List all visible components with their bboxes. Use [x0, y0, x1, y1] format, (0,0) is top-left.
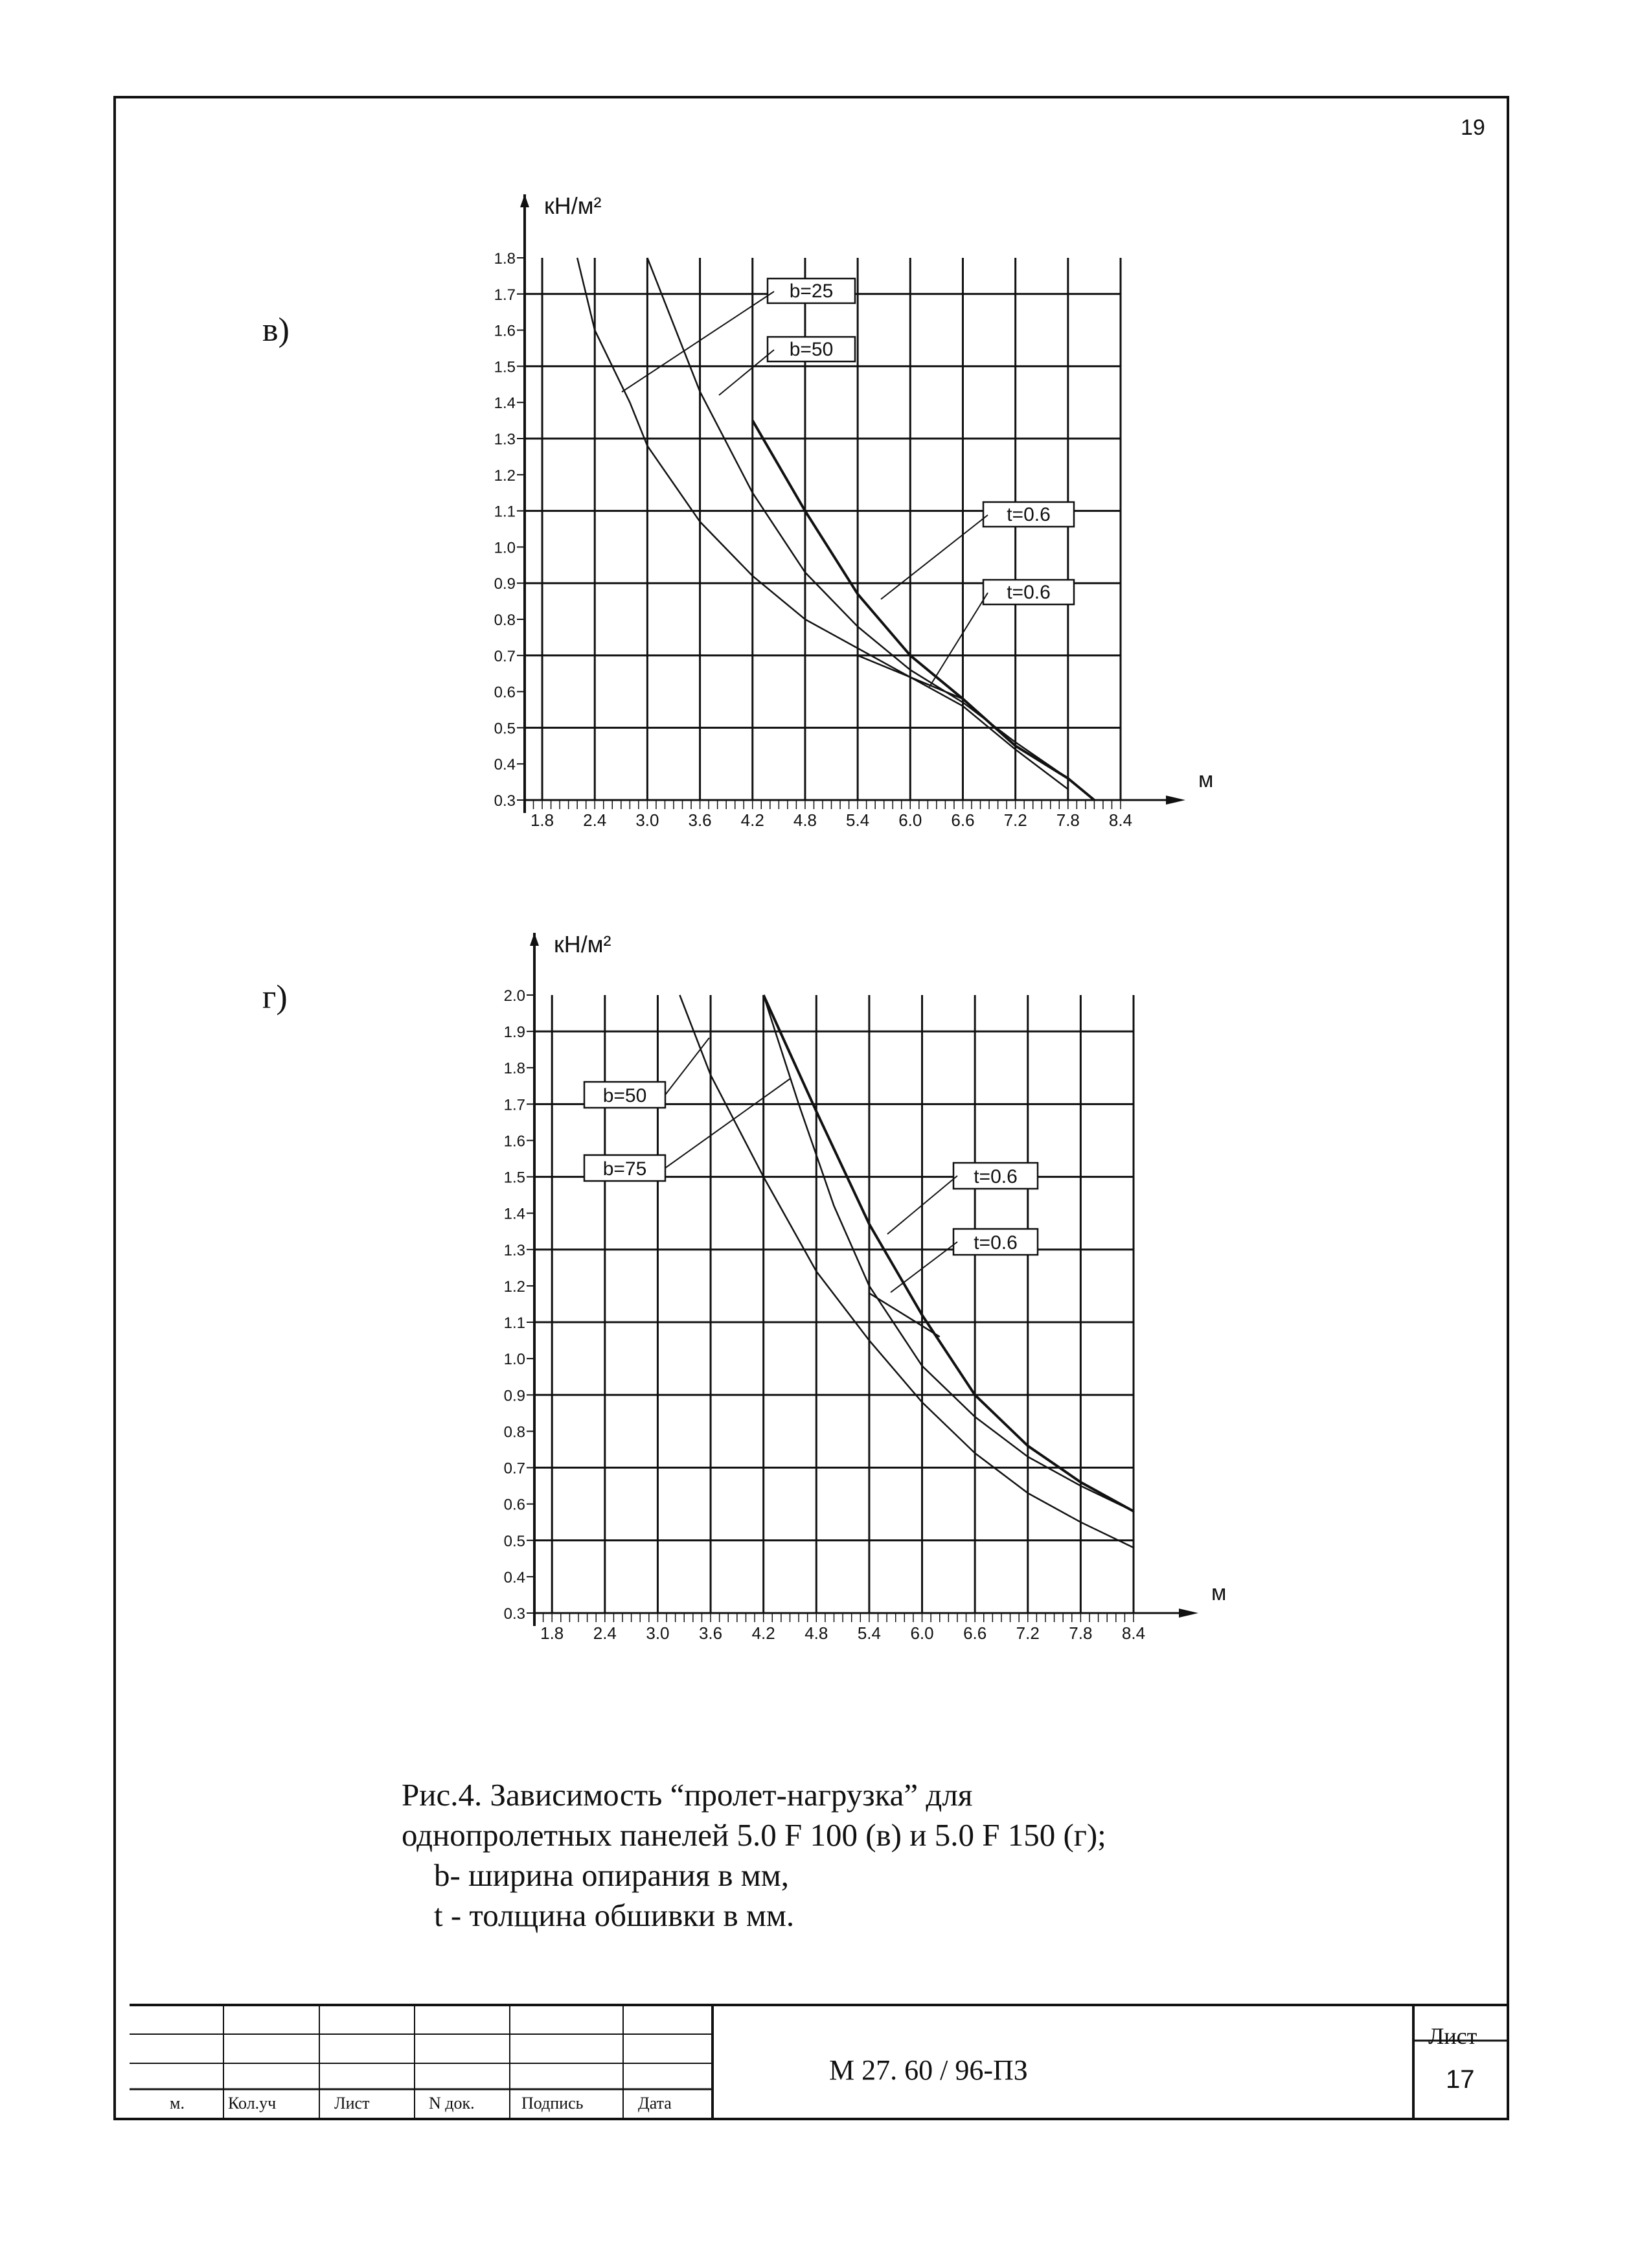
sheet-number: 17	[1446, 2065, 1475, 2094]
x-tick-label: 3.6	[688, 810, 712, 830]
y-tick-label: 1.1	[494, 503, 516, 521]
y-tick-label: 1.1	[503, 1314, 525, 1333]
annotation-label: b=50	[789, 339, 834, 360]
y-tick-label: 1.3	[494, 431, 516, 448]
y-tick-label: 1.8	[503, 1060, 525, 1078]
y-tick-label: 1.4	[503, 1205, 525, 1223]
annotation-label: t=0.6	[1007, 582, 1051, 603]
y-tick-label: 1.2	[503, 1277, 525, 1296]
y-tick-label: 0.4	[494, 756, 516, 774]
document-code: М 27. 60 / 96-ПЗ	[829, 2054, 1028, 2086]
y-tick-label: 0.6	[494, 683, 516, 702]
caption-line-1: Рис.4. Зависимость “пролет-нагрузка” для	[402, 1777, 973, 1813]
x-tick-label: 6.6	[963, 1623, 987, 1643]
stamp-col-podpis: Подпись	[521, 2094, 584, 2113]
annotation-label: b=50	[602, 1085, 647, 1106]
y-tick-label: 0.5	[494, 720, 516, 738]
y-tick-label: 0.7	[494, 647, 516, 665]
y-tick-label: 1.4	[494, 395, 516, 413]
annotation-label: b=75	[602, 1158, 647, 1180]
x-tick-label: 3.0	[635, 810, 659, 830]
y-tick-label: 1.2	[494, 466, 516, 485]
y-tick-label: 1.8	[494, 250, 516, 268]
x-tick-label: 8.4	[1108, 810, 1133, 830]
x-tick-label: 3.6	[698, 1623, 723, 1643]
x-tick-label: 1.8	[540, 1623, 564, 1643]
y-tick-label: 0.3	[503, 1605, 525, 1623]
x-tick-label: 7.2	[1003, 810, 1027, 830]
y-tick-label: 1.7	[503, 1096, 525, 1114]
stamp-col-data: Дата	[638, 2094, 672, 2113]
y-axis-label: кН/м²	[544, 192, 602, 219]
x-tick-label: 7.2	[1016, 1623, 1040, 1643]
y-tick-label: 0.6	[503, 1496, 525, 1514]
x-tick-label: 2.4	[593, 1623, 617, 1643]
x-tick-label: 7.8	[1069, 1623, 1093, 1643]
y-tick-label: 1.9	[503, 1024, 525, 1042]
y-tick-label: 0.4	[503, 1568, 525, 1586]
sheet-label: Лист	[1428, 2023, 1477, 2049]
x-axis-label: м	[1211, 1581, 1227, 1605]
y-axis-label: кН/м²	[554, 931, 611, 957]
x-tick-label: 8.4	[1121, 1623, 1146, 1643]
panel-label-v: в)	[262, 312, 290, 349]
y-tick-label: 0.5	[503, 1532, 525, 1550]
x-tick-label: 4.8	[793, 810, 817, 830]
x-tick-label: 4.2	[740, 810, 764, 830]
y-tick-label: 1.6	[503, 1132, 525, 1151]
x-tick-label: 6.0	[910, 1623, 934, 1643]
y-tick-label: 0.3	[494, 792, 516, 810]
caption-line-2: однопролетных панелей 5.0 F 100 (в) и 5.0 F 150 (г);	[402, 1817, 1106, 1853]
annotation-label: t=0.6	[974, 1166, 1018, 1187]
caption-line-3: b- ширина опирания в мм,	[434, 1857, 790, 1893]
annotation-label: t=0.6	[1007, 504, 1051, 525]
x-tick-label: 3.0	[646, 1623, 670, 1643]
x-tick-label: 5.4	[846, 810, 870, 830]
y-tick-label: 1.0	[494, 539, 516, 557]
y-tick-label: 1.3	[503, 1241, 525, 1259]
page-number: 19	[1461, 115, 1485, 140]
y-tick-label: 1.5	[503, 1169, 525, 1187]
stamp-col-kol-uch: Кол.уч	[228, 2094, 277, 2113]
stamp-col-list: Лист	[334, 2094, 370, 2113]
y-tick-label: 1.5	[494, 358, 516, 376]
y-tick-label: 0.8	[503, 1423, 525, 1441]
y-tick-label: 0.8	[494, 612, 516, 629]
y-tick-label: 1.0	[503, 1351, 525, 1369]
x-tick-label: 6.0	[898, 810, 922, 830]
y-tick-label: 0.7	[503, 1460, 525, 1478]
x-tick-label: 4.8	[804, 1623, 828, 1643]
x-tick-label: 7.8	[1056, 810, 1080, 830]
y-tick-label: 0.9	[503, 1387, 525, 1405]
panel-label-g: г)	[262, 979, 288, 1016]
x-tick-label: 5.4	[857, 1623, 881, 1643]
x-tick-label: 4.2	[751, 1623, 775, 1643]
annotation-label: b=25	[789, 281, 834, 302]
y-tick-label: 2.0	[503, 987, 525, 1005]
x-tick-label: 6.6	[951, 810, 975, 830]
caption-line-4: t - толщина обшивки в мм.	[434, 1897, 795, 1933]
y-tick-label: 0.9	[494, 575, 516, 593]
x-tick-label: 2.4	[583, 810, 607, 830]
annotation-label: t=0.6	[974, 1232, 1018, 1254]
y-tick-label: 1.7	[494, 286, 516, 304]
x-tick-label: 1.8	[530, 810, 554, 830]
y-tick-label: 1.6	[494, 322, 516, 340]
x-axis-label: м	[1198, 768, 1214, 792]
stamp-col-n-dok: N док.	[429, 2094, 475, 2113]
stamp-col-izm: м.	[170, 2094, 185, 2113]
